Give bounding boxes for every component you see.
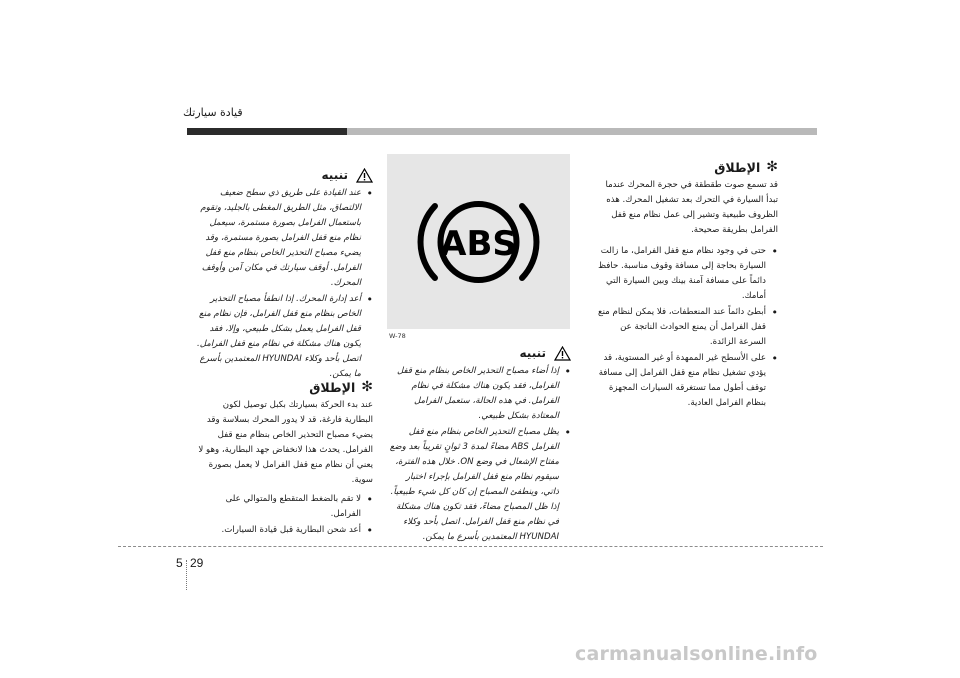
page-separator bbox=[186, 560, 187, 590]
asterisk-icon: ✻ bbox=[766, 159, 778, 175]
caution-header bbox=[385, 346, 571, 361]
header-accent-bar bbox=[187, 128, 347, 135]
list-item: • أبطئ دائماً عند المنعطفات، فلا يمكن لنظام منع قفل الفرامل أن يمنع الحوادث الناتجة عن السرعة الزائدة. bbox=[592, 305, 778, 350]
list-item: • على الأسطح غير الممهدة أو غير المستوية، قد يؤدي تشغيل نظام منع قفل الفرامل إلى مسافة توقف أطول مما تستغرقه السيارات المجهزة بنظام الفرامل العادية. bbox=[592, 351, 778, 411]
asterisk-icon: ✻ bbox=[361, 379, 373, 395]
bullet-list bbox=[198, 492, 373, 538]
caution-title: تنبيه bbox=[321, 168, 348, 182]
footer-divider bbox=[118, 546, 823, 547]
caution-list bbox=[195, 186, 373, 382]
left-caution-note bbox=[195, 168, 373, 383]
caution-list bbox=[385, 364, 571, 545]
abs-warning-light-icon bbox=[387, 154, 570, 329]
figure-code: W-78 bbox=[389, 332, 406, 340]
abs-figure bbox=[387, 154, 570, 329]
right-column bbox=[592, 160, 778, 412]
list-item: • حتى في وجود نظام منع قفل الفرامل، ما زالت السيارة بحاجة إلى مسافة وقوف مناسبة. حافظ دائماً على مسافة آمنة بينك وبين السيارة التي أمامك. bbox=[592, 244, 778, 304]
list-item: • أعد إدارة المحرك. إذا انطفأ مصباح التحذير الخاص بنظام منع قفل الفرامل، فإن نظام منع قفل الفرامل يعمل بشكل طبيعي، وإلا، فقد يكون هناك مشكلة في نظام منع قفل الفرامل. اتصل بأحد وكلاء HYUNDAI المعتمدين بأسرع ما يمكن. bbox=[195, 292, 373, 382]
caution-title: تنبيه bbox=[519, 346, 546, 360]
caution-header bbox=[195, 168, 373, 183]
section-heading-text: الإطلاق bbox=[309, 380, 356, 395]
middle-caution-note bbox=[385, 346, 571, 546]
chapter-number: 5 bbox=[176, 556, 183, 570]
list-item: • أعد شحن البطارية قبل قيادة السيارات. bbox=[198, 523, 373, 538]
section-heading bbox=[592, 160, 778, 175]
list-item: • لا تقم بالضغط المتقطع والمتوالي على الفرامل. bbox=[198, 492, 373, 522]
warning-triangle-icon bbox=[554, 346, 571, 361]
header-title: قيادة سيارتك bbox=[183, 106, 243, 119]
list-item: • يظل مصباح التحذير الخاص بنظام منع قفل الفرامل ABS مضاءً لمدة 3 ثوانٍ تقريباً بعد وضع مفتاح الإشعال في وضع ON. خلال هذه الفترة، سيقوم نظام منع قفل الفرامل بإجراء اختبار ذاتي، وينطفئ المصباح إن كان كل شيء طبيعياً. إذا ظل المصباح مضاءً، فقد تكون هناك مشكلة في نظام منع قفل الفرامل. اتصل بأحد وكلاء HYUNDAI المعتمدين بأسرع ما يمكن. bbox=[385, 425, 571, 545]
abs-label: ABS bbox=[440, 224, 517, 264]
page-number: 29 bbox=[190, 556, 204, 570]
section-heading bbox=[198, 380, 373, 395]
list-item: • عند القيادة على طريق ذي سطح ضعيف الالتصاق، مثل الطريق المغطى بالجليد، وتقوم باستعمال الفرامل بصورة مستمرة، سيعمل نظام منع قفل الفرامل بصورة مستمرة، وقد يضيء مصباح التحذير الخاص بنظام منع قفل الفرامل. أوقف سيارتك في مكان آمن وأوقف المحرك. bbox=[195, 186, 373, 291]
left-section bbox=[198, 380, 373, 539]
section-intro: عند بدء الحركة بسيارتك بكبل توصيل لكون البطارية فارغة، قد لا يدور المحرك بسلاسة وقد يضيء مصباح التحذير الخاص بنظام منع قفل الفرامل. يحدث هذا لانخفاض جهد البطارية، وهو لا يعني أن نظام منع قفل الفرامل لا يعمل بصورة سوية. bbox=[198, 400, 373, 485]
list-item: • إذا أضاء مصباح التحذير الخاص بنظام منع قفل الفرامل، فقد يكون هناك مشكلة في نظام الفرامل. في هذه الحالة، ستعمل الفرامل المعتادة بشكل طبيعي. bbox=[385, 364, 571, 424]
warning-triangle-icon bbox=[356, 168, 373, 183]
section-heading-text: الإطلاق bbox=[714, 160, 761, 175]
bullet-list bbox=[592, 244, 778, 411]
watermark: carmanualsonline.info bbox=[575, 643, 818, 665]
section-intro: قد تسمع صوت طقطقة في حجرة المحرك عندما تبدأ السيارة في التحرك بعد تشغيل المحرك. هذه الظروف طبيعية وتشير إلى عمل نظام منع قفل الفرامل بطريقة صحيحة. bbox=[605, 180, 778, 235]
